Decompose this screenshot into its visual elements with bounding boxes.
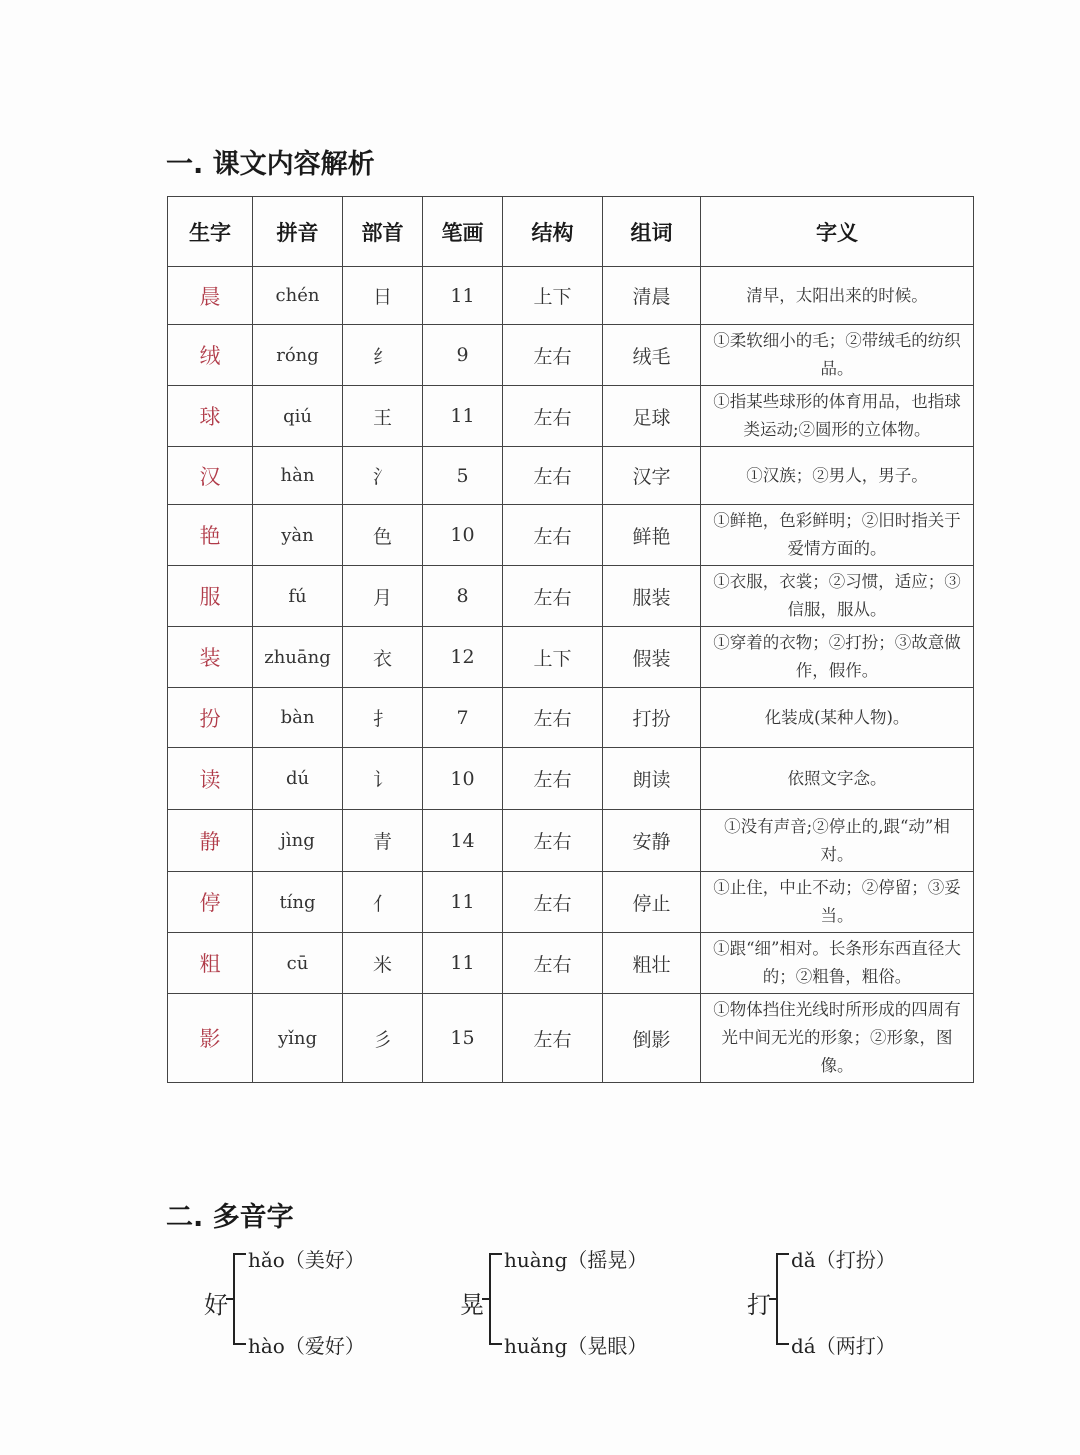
- polyphone-group: [460, 1240, 700, 1360]
- polyphone-char: 晃: [460, 1291, 484, 1319]
- cell-pinyin: tíng: [253, 872, 343, 933]
- header-zi: 生字: [168, 197, 253, 267]
- cell-zi: 静: [168, 810, 253, 872]
- cell-jiegou: 左右: [503, 505, 603, 566]
- table-row: [168, 325, 974, 386]
- cell-jiegou: 左右: [503, 748, 603, 810]
- table-row: [168, 810, 974, 872]
- cell-pinyin: róng: [253, 325, 343, 386]
- cell-ziyi: 化装成(某种人物)。: [701, 688, 974, 748]
- header-zuci: 组词: [603, 197, 701, 267]
- cell-bushou: 扌: [343, 688, 423, 748]
- cell-zuci: 粗壮: [603, 933, 701, 994]
- cell-jiegou: 左右: [503, 566, 603, 627]
- cell-pinyin: bàn: [253, 688, 343, 748]
- cell-bushou: 亻: [343, 872, 423, 933]
- cell-zuci: 鲜艳: [603, 505, 701, 566]
- polyphone-reading-2: hào（爱好）: [248, 1334, 365, 1358]
- cell-zi: 装: [168, 627, 253, 688]
- cell-bushou: 氵: [343, 447, 423, 505]
- cell-jiegou: 左右: [503, 447, 603, 505]
- cell-zi: 读: [168, 748, 253, 810]
- cell-bushou: 米: [343, 933, 423, 994]
- cell-zuci: 绒毛: [603, 325, 701, 386]
- table-row: [168, 627, 974, 688]
- polyphone-reading-2: dá（两打）: [791, 1334, 896, 1358]
- cell-zi: 影: [168, 994, 253, 1083]
- header-ziyi: 字义: [701, 197, 974, 267]
- cell-bihua: 9: [423, 325, 503, 386]
- cell-pinyin: jìng: [253, 810, 343, 872]
- cell-zuci: 朗读: [603, 748, 701, 810]
- cell-jiegou: 左右: [503, 810, 603, 872]
- cell-bushou: 月: [343, 566, 423, 627]
- cell-pinyin: hàn: [253, 447, 343, 505]
- polyphone-char: 打: [747, 1291, 771, 1319]
- header-bushou: 部首: [343, 197, 423, 267]
- table-row: [168, 748, 974, 810]
- table-row: [168, 566, 974, 627]
- cell-bihua: 11: [423, 872, 503, 933]
- table-row: [168, 872, 974, 933]
- cell-bushou: 衣: [343, 627, 423, 688]
- cell-bihua: 14: [423, 810, 503, 872]
- cell-zi: 汉: [168, 447, 253, 505]
- character-table: [167, 196, 974, 1083]
- cell-zi: 艳: [168, 505, 253, 566]
- header-jiegou: 结构: [503, 197, 603, 267]
- cell-bihua: 11: [423, 933, 503, 994]
- cell-zi: 粗: [168, 933, 253, 994]
- cell-jiegou: 左右: [503, 872, 603, 933]
- cell-bihua: 12: [423, 627, 503, 688]
- table-row: [168, 688, 974, 748]
- cell-pinyin: cū: [253, 933, 343, 994]
- cell-ziyi: ①汉族；②男人，男子。: [701, 447, 974, 505]
- cell-pinyin: qiú: [253, 386, 343, 447]
- cell-ziyi: ①指某些球形的体育用品，也指球类运动;②圆形的立体物。: [701, 386, 974, 447]
- cell-jiegou: 左右: [503, 994, 603, 1083]
- cell-zuci: 打扮: [603, 688, 701, 748]
- table-row: [168, 505, 974, 566]
- cell-zuci: 清晨: [603, 267, 701, 325]
- cell-ziyi: 依照文字念。: [701, 748, 974, 810]
- cell-bushou: 日: [343, 267, 423, 325]
- polyphone-reading-1: dǎ（打扮）: [791, 1248, 896, 1272]
- cell-bushou: 青: [343, 810, 423, 872]
- cell-zi: 服: [168, 566, 253, 627]
- table-row: [168, 386, 974, 447]
- cell-ziyi: ①衣服，衣裳；②习惯，适应；③信服，服从。: [701, 566, 974, 627]
- cell-bihua: 11: [423, 267, 503, 325]
- cell-zi: 停: [168, 872, 253, 933]
- cell-zuci: 服装: [603, 566, 701, 627]
- cell-pinyin: yàn: [253, 505, 343, 566]
- cell-bihua: 11: [423, 386, 503, 447]
- cell-jiegou: 上下: [503, 627, 603, 688]
- section-title-polyphones: 二. 多音字: [166, 1202, 294, 1233]
- cell-ziyi: ①鲜艳，色彩鲜明；②旧时指关于爱情方面的。: [701, 505, 974, 566]
- cell-pinyin: fú: [253, 566, 343, 627]
- cell-jiegou: 左右: [503, 325, 603, 386]
- cell-ziyi: ①穿着的衣物；②打扮；③故意做作，假作。: [701, 627, 974, 688]
- cell-zi: 扮: [168, 688, 253, 748]
- cell-bihua: 7: [423, 688, 503, 748]
- cell-ziyi: ①止住，中止不动；②停留；③妥当。: [701, 872, 974, 933]
- table-row: [168, 994, 974, 1083]
- cell-ziyi: 清早，太阳出来的时候。: [701, 267, 974, 325]
- cell-jiegou: 左右: [503, 386, 603, 447]
- cell-bihua: 5: [423, 447, 503, 505]
- cell-zuci: 假装: [603, 627, 701, 688]
- polyphone-reading-1: hǎo（美好）: [248, 1248, 365, 1272]
- cell-zi: 绒: [168, 325, 253, 386]
- cell-bihua: 10: [423, 748, 503, 810]
- cell-pinyin: chén: [253, 267, 343, 325]
- polyphone-reading-2: huǎng（晃眼）: [504, 1334, 648, 1358]
- table-row: [168, 933, 974, 994]
- polyphone-group: [747, 1240, 987, 1360]
- cell-zuci: 汉字: [603, 447, 701, 505]
- header-bihua: 笔画: [423, 197, 503, 267]
- cell-jiegou: 左右: [503, 933, 603, 994]
- cell-zuci: 倒影: [603, 994, 701, 1083]
- header-pinyin: 拼音: [253, 197, 343, 267]
- table-row: [168, 447, 974, 505]
- polyphone-char: 好: [204, 1291, 228, 1319]
- cell-bihua: 8: [423, 566, 503, 627]
- cell-ziyi: ①没有声音;②停止的,跟“动”相对。: [701, 810, 974, 872]
- cell-jiegou: 上下: [503, 267, 603, 325]
- cell-zi: 球: [168, 386, 253, 447]
- cell-zuci: 安静: [603, 810, 701, 872]
- cell-bushou: 纟: [343, 325, 423, 386]
- polyphone-reading-1: huàng（摇晃）: [504, 1248, 648, 1272]
- cell-zi: 晨: [168, 267, 253, 325]
- cell-bihua: 15: [423, 994, 503, 1083]
- cell-ziyi: ①柔软细小的毛；②带绒毛的纺织品。: [701, 325, 974, 386]
- table-row: [168, 267, 974, 325]
- polyphone-group: [204, 1240, 444, 1360]
- cell-bushou: 彡: [343, 994, 423, 1083]
- cell-bushou: 色: [343, 505, 423, 566]
- cell-bihua: 10: [423, 505, 503, 566]
- cell-bushou: 王: [343, 386, 423, 447]
- cell-zuci: 停止: [603, 872, 701, 933]
- cell-ziyi: ①跟“细”相对。长条形东西直径大的；②粗鲁，粗俗。: [701, 933, 974, 994]
- section-title-content-analysis: 一. 课文内容解析: [166, 149, 375, 180]
- cell-ziyi: ①物体挡住光线时所形成的四周有光中间无光的形象；②形象，图像。: [701, 994, 974, 1083]
- cell-zuci: 足球: [603, 386, 701, 447]
- table-header-row: [168, 197, 974, 267]
- cell-pinyin: dú: [253, 748, 343, 810]
- cell-jiegou: 左右: [503, 688, 603, 748]
- cell-pinyin: yǐng: [253, 994, 343, 1083]
- cell-bushou: 讠: [343, 748, 423, 810]
- cell-pinyin: zhuāng: [253, 627, 343, 688]
